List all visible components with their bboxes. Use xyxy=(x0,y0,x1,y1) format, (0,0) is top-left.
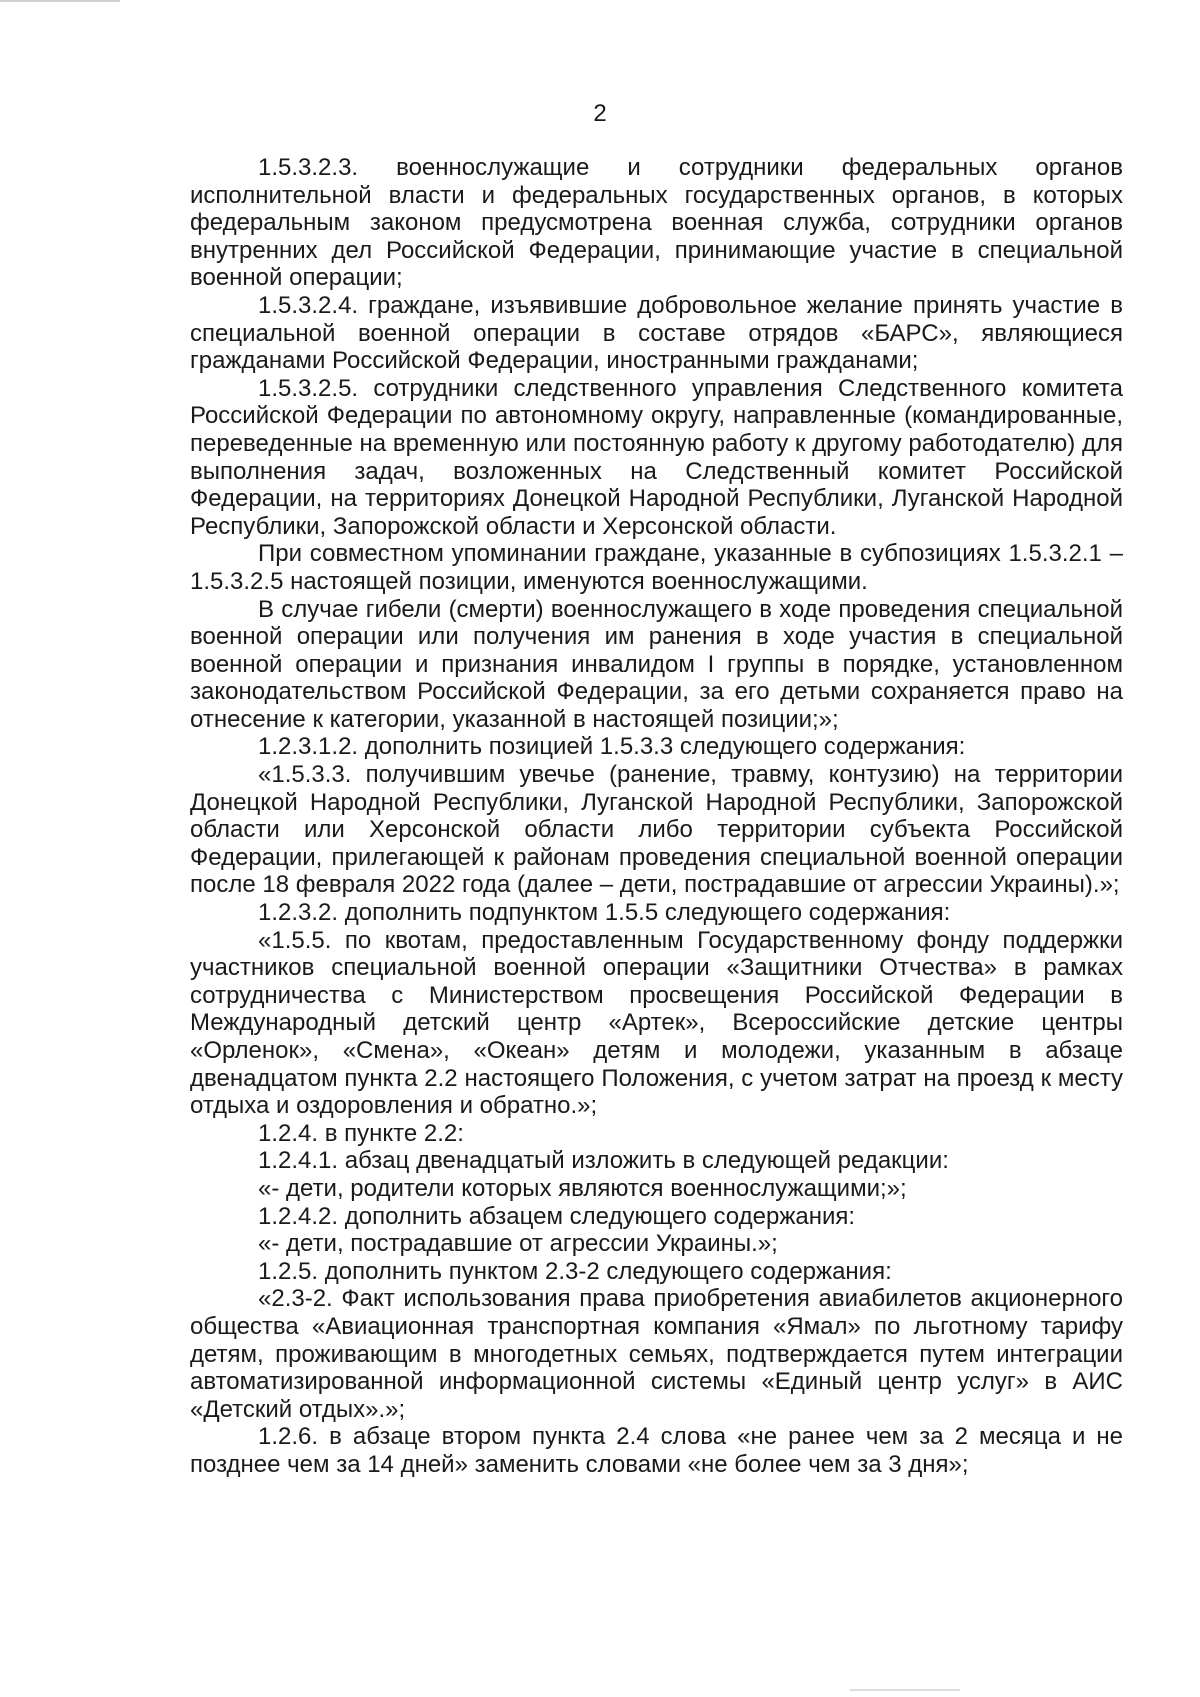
paragraph-1-2-3-1-2: 1.2.3.1.2. дополнить позицией 1.5.3.3 следующего содержания: xyxy=(258,733,966,761)
paragraph-1-2-6: 1.2.6. в абзаце втором пункта 2.4 слова «не ранее чем за 2 месяца и не позднее чем за 14 дней» заменить словами «не более чем за 3 дня»; xyxy=(190,1423,1123,1478)
paragraph-1-2-4: 1.2.4. в пункте 2.2: xyxy=(258,1119,464,1147)
paragraph-1-2-5: 1.2.5. дополнить пунктом 2.3-2 следующего содержания: xyxy=(258,1257,892,1285)
paragraph-1-5-5: «1.5.5. по квотам, предоставленным Государственному фонду поддержки участников специальной военной операции «Защитники Отчества» в рамках сотрудничества с Министерством просвещения Российской Федерации в Международный детский центр «Артек», Всероссийские детские центры «Орленок», «Смена», «Океан» детям и молодежи, указанным в абзаце двенадцатом пункта 2.2 настоящего Положения, с учетом затрат на проезд к месту отдыха и оздоровления и обратно.»; xyxy=(190,926,1123,1120)
paragraph-2-3-2: «2.3-2. Факт использования права приобретения авиабилетов акционерного общества «Авиационная транспортная компания «Ямал» по льготному тарифу детям, проживающим в многодетных семьях, подтверждается путем интеграции автоматизированной информационной системы «Единый центр услуг» в АИС «Детский отдых».»; xyxy=(190,1285,1123,1423)
scan-edge-mark-bottom xyxy=(850,1689,960,1691)
paragraph-1-5-3-2-5: 1.5.3.2.5. сотрудники следственного управления Следственного комитета Российской Федерации по автономному округу, направленные (командированные, переведенные на временную или постоянную работу к другому работодателю) для выполнения задач, возложенных на Следственный комитет Российской Федерации, на территориях Донецкой Народной Республики, Луганской Народной Республики, Запорожской области и Херсонской области. xyxy=(190,374,1123,540)
paragraph-death-case: В случае гибели (смерти) военнослужащего в ходе проведения специальной военной операции или получения им ранения в ходе участия в специальной военной операции и признания инвалидом I группы в порядке, установленном законодательством Российской Федерации, за его детьми сохраняется право на отнесение к категории, указанной в настоящей позиции;»; xyxy=(190,595,1123,733)
paragraph-1-2-4-1: 1.2.4.1. абзац двенадцатый изложить в следующей редакции: xyxy=(258,1147,949,1175)
paragraph-1-5-3-2-4: 1.5.3.2.4. граждане, изъявившие добровольное желание принять участие в специальной военной операции в составе отрядов «БАРС», являющиеся гражданами Российской Федерации, иностранными гражданами; xyxy=(190,291,1123,375)
paragraph-1-5-3-2-3: 1.5.3.2.3. военнослужащие и сотрудники федеральных органов исполнительной власти и федеральных государственных органов, в которых федеральным законом предусмотрена военная служба, сотрудники органов внутренних дел Российской Федерации, принимающие участие в специальной военной операции; xyxy=(190,154,1123,292)
scan-edge-mark xyxy=(0,0,120,2)
document-body xyxy=(190,154,1123,1479)
paragraph-1-5-3-3: «1.5.3.3. получившим увечье (ранение, травму, контузию) на территории Донецкой Народной Республики, Луганской Народной Республики, Запорожской области или Херсонской области либо территории субъекта Российской Федерации, прилегающей к районам проведения специальной военной операции после 18 февраля 2022 года (далее – дети, пострадавшие от агрессии Украины).»; xyxy=(190,761,1123,899)
page-number: 2 xyxy=(593,100,607,127)
paragraph-1-2-3-2: 1.2.3.2. дополнить подпунктом 1.5.5 следующего содержания: xyxy=(258,899,951,927)
paragraph-joint-mention: При совместном упоминании граждане, указанные в субпозициях 1.5.3.2.1 – 1.5.3.2.5 настоящей позиции, именуются военнослужащими. xyxy=(190,540,1123,595)
paragraph-quote-affected-children: «- дети, пострадавшие от агрессии Украины.»; xyxy=(258,1230,778,1258)
paragraph-quote-military-parents: «- дети, родители которых являются военнослужащими;»; xyxy=(258,1174,907,1202)
paragraph-1-2-4-2: 1.2.4.2. дополнить абзацем следующего содержания: xyxy=(258,1202,856,1230)
